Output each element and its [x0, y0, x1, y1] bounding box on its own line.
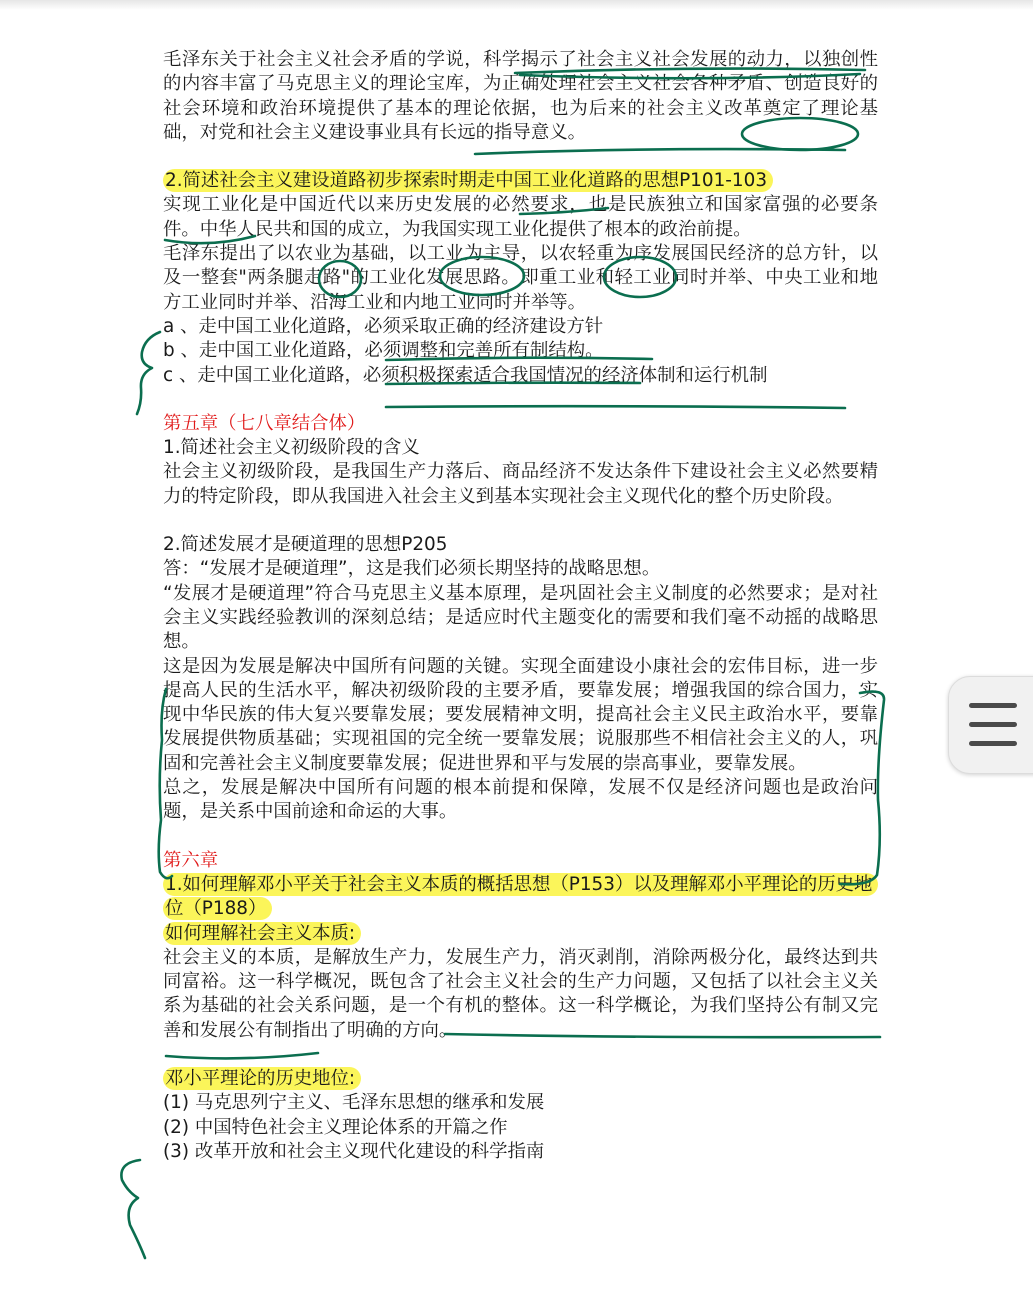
ch5-q1-title: 1.简述社会主义初级阶段的含义 — [163, 437, 420, 459]
intro-paragraph: 毛泽东关于社会主义社会矛盾的学说，科学揭示了社会主义社会发展的动力，以独创性的内容丰富了马克思主义的理论宝库，为正确处理社会主义社会各种矛盾、创造良好的社会环境和政治环境提供了基本的理论依据，也为后来的社会主义改革奠定了理论基础，对党和社会主义建设事业具有长远的指导意义。 — [163, 49, 878, 143]
ch6-subheading-status — [163, 1067, 878, 1091]
highlight: 如何理解社会主义本质: — [163, 922, 361, 945]
chapter-6-heading: 第六章 — [163, 849, 219, 871]
ch5-q2-paragraph: 这是因为发展是解决中国所有问题的关键。实现全面建设小康社会的宏伟目标，进一步提高人民的生活水平，解决初级阶段的主要矛盾，要靠发展；增强我国的综合国力，实现中华民族的伟大复兴要靠发展；要发展精神文明，提高社会主义民主政治水平，要靠发展提供物质基础；实现祖国的完全统一要靠发展；说服那些不相信社会主义的人，巩固和完善社会主义制度要靠发展；促进世界和平与发展的崇高事业，要靠发展。 — [163, 655, 878, 774]
ch6-essence-body: 社会主义的本质，是解放生产力，发展生产力，消灭剥削，消除两极分化，最终达到共同富裕。这一科学概况，既包含了社会主义社会的生产力问题，又包括了以社会主义关系为基础的社会关系问题，是一个有机的整体。这一科学概论，为我们坚持公有制又完善和发展公有制指出了明确的方向。 — [163, 946, 878, 1041]
menu-button[interactable] — [948, 676, 1033, 774]
hamburger-menu-icon — [969, 703, 1017, 747]
question-2-title — [163, 169, 878, 193]
list-item: a 、走中国工业化道路，必须采取正确的经济建设方针 — [163, 315, 604, 337]
ch5-q2-paragraph: 总之，发展是解决中国所有问题的根本前提和保障，发展不仅是经济问题也是政治问题，是关系中国前途和命运的大事。 — [163, 777, 878, 823]
page-top-edge — [0, 0, 1033, 10]
ch5-q2-paragraph: “发展才是硬道理”符合马克思主义基本原理，是巩固社会主义制度的必然要求；是对社会主义实践经验教训的深刻总结；是适应时代主题变化的需要和我们毫不动摇的战略思想。 — [163, 582, 878, 653]
highlight: 1.如何理解邓小平关于社会主义本质的概括思想（P153）以及理解邓小平理论的历史地位（P188） — [163, 873, 878, 920]
ch5-q1-body: 社会主义初级阶段，是我国生产力落后、商品经济不发达条件下建设社会主义必然要精力的特定阶段，即从我国进入社会主义到基本实现社会主义现代化的整个历史阶段。 — [163, 461, 878, 507]
list-item: (1) 马克思列宁主义、毛泽东思想的继承和发展 — [163, 1092, 545, 1114]
list-item: b 、走中国工业化道路，必须调整和完善所有制结构。 — [163, 340, 604, 362]
ink-bracket — [137, 332, 160, 414]
ch6-q1-title — [163, 873, 878, 922]
document-page — [163, 48, 878, 1164]
list-item: (3) 改革开放和社会主义现代化建设的科学指南 — [163, 1140, 545, 1162]
list-item: (2) 中国特色社会主义理论体系的开篇之作 — [163, 1116, 508, 1138]
highlight: 邓小平理论的历史地位: — [163, 1067, 361, 1090]
q2-paragraph-2: 毛泽东提出了以农业为基础，以工业为主导，以农轻重为序发展国民经济的总方针，以及一整套"两条腿走路"的工业化发展思路。即重工业和轻工业同时并举、中央工业和地方工业同时并举、沿海工业和内地工业同时并举等。 — [163, 243, 878, 313]
ch5-q2-title: 2.简述发展才是硬道理的思想P205 — [163, 534, 448, 556]
list-item: c 、走中国工业化道路，必须积极探索适合我国情况的经济体制和运行机制 — [163, 364, 768, 386]
ch5-q2-paragraph: 答：“发展才是硬道理”，这是我们必须长期坚持的战略思想。 — [163, 558, 661, 580]
ink-bracket — [121, 1160, 145, 1258]
highlight: 2.简述社会主义建设道路初步探索时期走中国工业化道路的思想P101-103 — [163, 169, 773, 192]
q2-paragraph-1: 实现工业化是中国近代以来历史发展的必然要求，也是民族独立和国家富强的必要条件。中华人民共和国的成立，为我国实现工业化提供了根本的政治前提。 — [163, 194, 878, 240]
chapter-5-heading: 第五章（七八章结合体） — [163, 412, 366, 434]
ch6-subheading-essence — [163, 922, 878, 946]
